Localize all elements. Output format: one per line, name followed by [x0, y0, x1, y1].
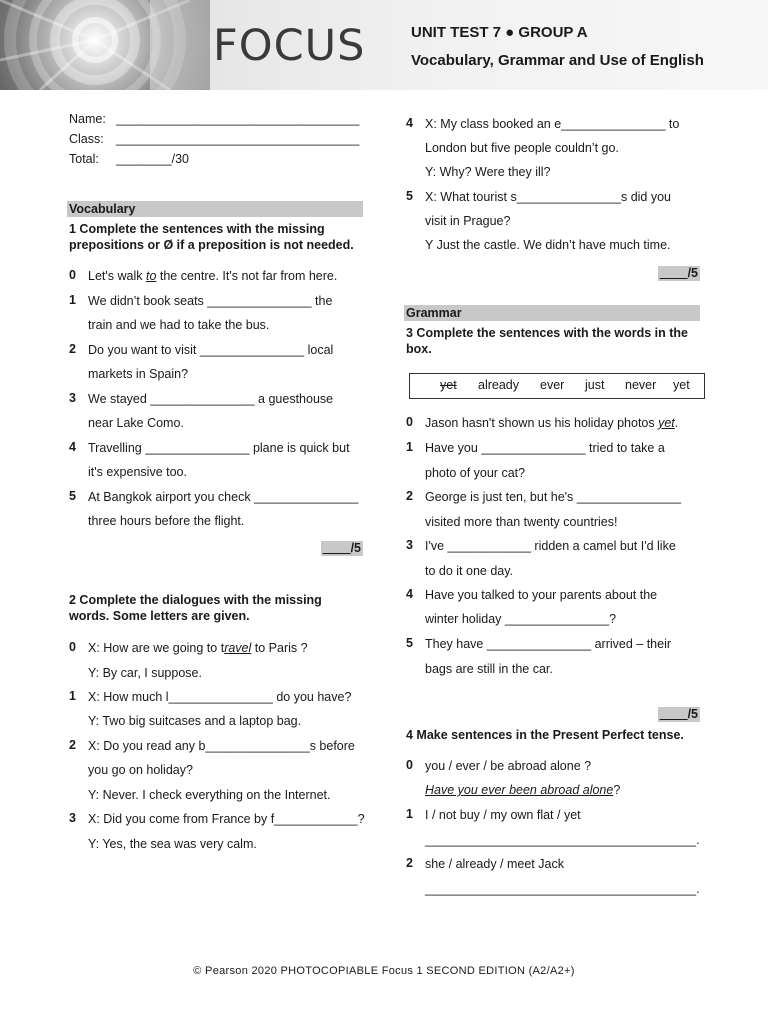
example-dialogue-x [88, 640, 308, 656]
item-number: 2 [69, 738, 76, 752]
exercise-3-instruction [406, 325, 688, 357]
focus-logo: FOCUS [213, 21, 366, 71]
item-number: 5 [406, 189, 413, 203]
dialogue-reply: Y: Two big suitcases and a laptop bag. [88, 714, 302, 728]
item-number: 1 [69, 689, 76, 703]
gap-sentence[interactable]: We didn’t book seats _______________ the [88, 294, 333, 308]
instruction-line: box. [406, 342, 432, 356]
example-sentence [425, 415, 678, 431]
item-number: 4 [406, 587, 413, 601]
score-box-ex1[interactable] [321, 541, 363, 556]
gap-sentence[interactable]: We stayed _______________ a guesthouse [88, 392, 334, 406]
dialogue-reply: Y: Why? Were they ill? [425, 165, 551, 179]
item-number: 5 [69, 489, 76, 503]
unit-subtitle: Vocabulary, Grammar and Use of English [411, 52, 704, 69]
example-answer-line [425, 782, 620, 798]
dialogue-text: to Paris ? [251, 641, 308, 655]
dialogue-continuation: you go on holiday? [88, 763, 193, 777]
item-number: 2 [69, 342, 76, 356]
item-number: 1 [406, 440, 413, 454]
score-blank: ____ [322, 541, 351, 555]
sentence-text: Jason hasn't shown us his holiday photos [425, 416, 659, 430]
dialogue-gap-line[interactable]: X: Did you come from France by f____________? [88, 812, 365, 826]
word-box-item: ever [540, 378, 565, 392]
dialogue-gap-line[interactable]: X: My class booked an e_______________ to [425, 117, 680, 131]
instruction-line: 3 Complete the sentences with the words in the [406, 326, 688, 340]
word-box-item: already [478, 378, 519, 392]
prompt-words: I / not buy / my own flat / yet [425, 808, 581, 822]
item-number: 4 [69, 440, 76, 454]
sentence-continuation: it's expensive too. [88, 465, 187, 479]
score-box-ex2[interactable] [658, 266, 700, 281]
example-answer: ravel [224, 641, 252, 655]
answer-punctuation: ? [613, 783, 621, 797]
item-number: 1 [406, 807, 413, 821]
total-label: Total: [69, 152, 99, 166]
item-number: 0 [69, 268, 76, 282]
dialogue-continuation: London but five people couldn’t go. [425, 141, 619, 155]
dialogue-continuation: visit in Prague? [425, 214, 511, 228]
gap-sentence[interactable]: Have you _______________ tried to take a [425, 441, 665, 455]
page-footer: © Pearson 2020 PHOTOCOPIABLE Focus 1 SECOND EDITION (A2/A2+) [193, 965, 575, 977]
dialogue-reply: Y: By car, I suppose. [88, 666, 202, 680]
item-number: 5 [406, 636, 413, 650]
dialogue-reply: Y: Never. I check everything on the Internet. [88, 788, 331, 802]
sentence-continuation: visited more than twenty countries! [425, 515, 618, 529]
sentence-continuation: to do it one day. [425, 564, 514, 578]
item-number: 1 [69, 293, 76, 307]
dialogue-gap-line[interactable]: X: Do you read any b_______________s before [88, 739, 355, 753]
sentence-text: Let's walk [88, 269, 146, 283]
instruction-line: 1 Complete the sentences with the missing [69, 222, 325, 236]
instruction-line: words. Some letters are given. [69, 609, 250, 623]
answer-line[interactable]: _______________________________________. [425, 833, 700, 847]
example-sentence [88, 268, 337, 284]
sentence-continuation: markets in Spain? [88, 367, 189, 381]
sentence-continuation: train and we had to take the bus. [88, 318, 270, 332]
item-number: 3 [69, 811, 76, 825]
item-number: 0 [69, 640, 76, 654]
gap-sentence[interactable]: Travelling _______________ plane is quick but [88, 441, 350, 455]
class-field[interactable]: ___________________________________ [116, 132, 360, 146]
item-number: 3 [406, 538, 413, 552]
example-answer: Have you ever been abroad alone [425, 783, 614, 797]
word-box-item-used: yet [440, 378, 457, 392]
score-max: /5 [350, 541, 361, 555]
section-bar-grammar: Grammar [404, 305, 700, 321]
sentence-text: the centre. It's not far from here. [156, 269, 338, 283]
word-box-item: just [585, 378, 605, 392]
score-blank: ____ [659, 707, 688, 721]
name-label: Name: [69, 112, 106, 126]
gap-sentence[interactable]: They have _______________ arrived – their [425, 637, 672, 651]
exercise-1-instruction [69, 221, 354, 253]
total-field[interactable]: ________/30 [116, 152, 189, 166]
word-box [409, 373, 705, 399]
word-box-item: never [625, 378, 657, 392]
gap-sentence[interactable]: At Bangkok airport you check _______________ [88, 490, 359, 504]
prompt-words: she / already / meet Jack [425, 857, 564, 871]
score-box-ex3[interactable] [658, 707, 700, 722]
item-number: 0 [406, 758, 413, 772]
instruction-line: prepositions or Ø if a preposition is not needed. [69, 238, 354, 252]
score-max: /5 [687, 707, 698, 721]
item-number: 0 [406, 415, 413, 429]
sentence-continuation: bags are still in the car. [425, 662, 553, 676]
item-number: 2 [406, 489, 413, 503]
gap-sentence[interactable]: Do you want to visit _______________ local [88, 343, 334, 357]
item-number: 3 [69, 391, 76, 405]
class-label: Class: [69, 132, 104, 146]
name-field[interactable]: ___________________________________ [116, 112, 360, 126]
sentence-text: . [674, 416, 679, 430]
sentence-continuation: photo of your cat? [425, 466, 526, 480]
exercise-2-instruction [69, 592, 322, 624]
section-bar-vocabulary: Vocabulary [67, 201, 363, 217]
item-number: 4 [406, 116, 413, 130]
dialogue-reply: Y Just the castle. We didn’t have much time. [425, 238, 671, 252]
prompt-words: you / ever / be abroad alone ? [425, 759, 592, 773]
example-answer: to [145, 269, 157, 283]
score-blank: ____ [659, 266, 688, 280]
sentence-continuation: near Lake Como. [88, 416, 184, 430]
gap-sentence[interactable]: George is just ten, but he's _______________ [425, 490, 682, 504]
sentence-text: Have you talked to your parents about the [425, 588, 658, 602]
sentence-continuation: three hours before the flight. [88, 514, 245, 528]
item-number: 2 [406, 856, 413, 870]
gap-sentence[interactable]: I've ____________ ridden a camel but I'd like [425, 539, 676, 553]
example-answer: yet [658, 416, 675, 430]
dialogue-gap-line[interactable]: X: What tourist s_______________s did you [425, 190, 672, 204]
gap-sentence-continuation[interactable]: winter holiday _______________? [425, 612, 617, 626]
exercise-4-instruction: 4 Make sentences in the Present Perfect tense. [406, 728, 684, 742]
focus-swirl-graphic [0, 0, 210, 90]
instruction-line: 2 Complete the dialogues with the missing [69, 593, 322, 607]
dialogue-gap-line[interactable]: X: How much l_______________ do you have? [88, 690, 352, 704]
page-header [0, 0, 768, 90]
score-max: /5 [687, 266, 698, 280]
dialogue-reply: Y: Yes, the sea was very calm. [88, 837, 257, 851]
word-box-item: yet [673, 378, 690, 392]
dialogue-text: X: How are we going to t [88, 641, 225, 655]
answer-line[interactable]: _______________________________________. [425, 882, 700, 896]
unit-title: UNIT TEST 7 ● GROUP A [411, 24, 588, 41]
